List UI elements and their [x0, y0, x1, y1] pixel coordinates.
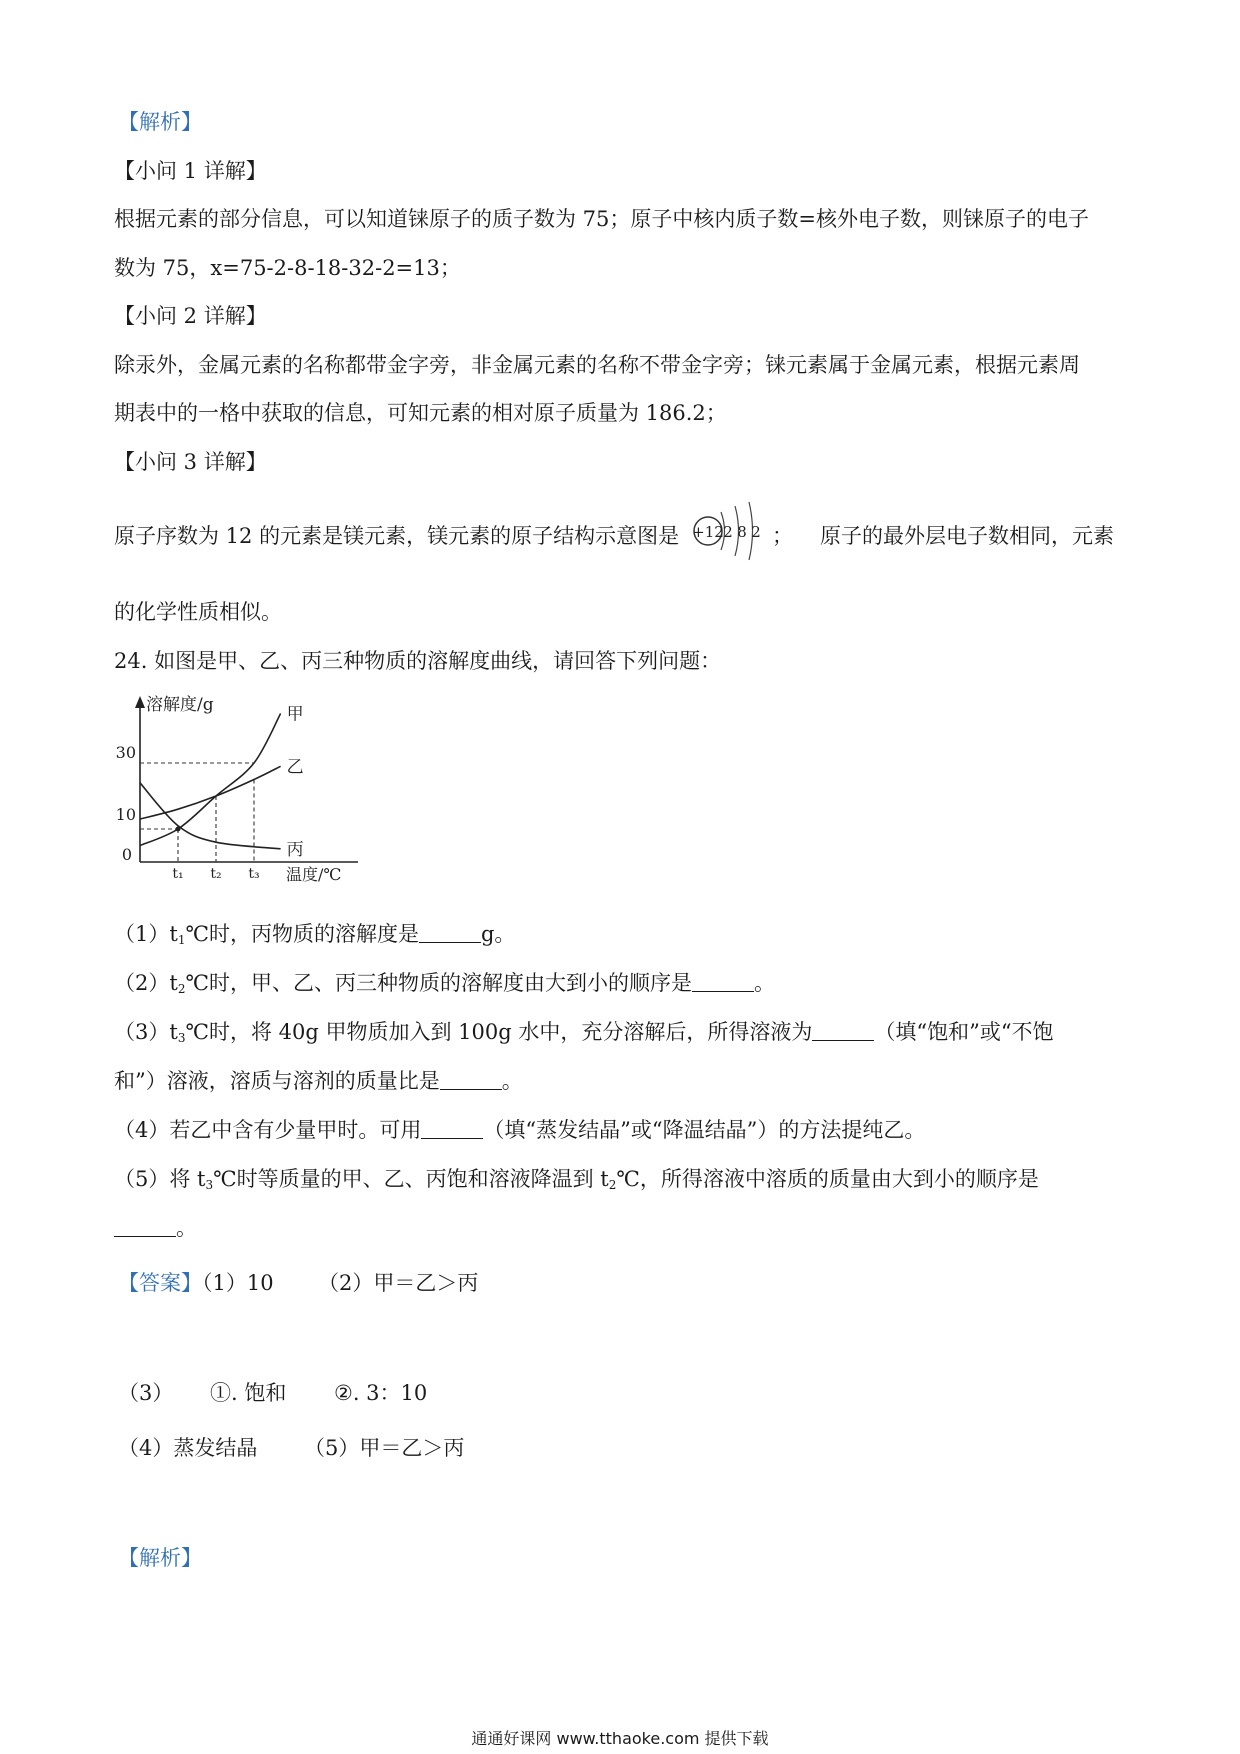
answer-row-1: 【答案】（1）10: [118, 1271, 274, 1295]
q2-line-2: 期表中的一格中获取的信息，可知元素的相对原子质量为 186.2；: [114, 401, 727, 425]
q2-heading: 【小问 2 详解】: [114, 304, 267, 328]
answer-3a: ①. 饱和: [210, 1381, 287, 1405]
shell-electrons-1: 2: [723, 523, 733, 541]
sub-question-3: $(3)t_3℃$时，将 40g 甲物质加入到 100g 水中，充分溶解后，所得溶液为 （填“饱和”或“不饱: [114, 1020, 1054, 1045]
answer-2: （2）甲＝乙＞丙: [318, 1271, 479, 1295]
x-tick-t2: t₂: [210, 866, 222, 882]
series-curve-0: [140, 714, 281, 846]
intersection-point: [176, 827, 181, 832]
q2-line-1: 除汞外，金属元素的名称都带金字旁，非金属元素的名称不带金字旁；铼元素属于金属元素，根据元素周: [114, 353, 1080, 377]
answer-blank: [692, 970, 754, 992]
answer-label: 【答案】: [118, 1271, 202, 1295]
answer-blank: [812, 1019, 874, 1041]
footer: 通通好课网 www.tthaoke.com 提供下载: [471, 1729, 769, 1748]
sub-question-2: $(2)t_2℃$时，甲、乙、丙三种物质的溶解度由大到小的顺序是 。: [114, 971, 775, 996]
y-tick-10: 10: [115, 805, 136, 824]
y-tick-0: 0: [121, 845, 132, 864]
series-label-yi: 乙: [286, 757, 304, 778]
sub-question-3-cont: 和”）溶液，溶质与溶剂的质量比是 。: [114, 1069, 523, 1093]
q3-line-1b: ；: [772, 524, 793, 548]
sub-question-1: $(1)t_1℃$时，丙物质的溶解度是 g。: [114, 922, 516, 947]
mg-atom-diagram: [690, 490, 770, 565]
y-axis-label: 溶解度/g: [146, 695, 214, 715]
q3-line-1c: 原子的最外层电子数相同，元素: [820, 524, 1114, 548]
answer-blank: [419, 921, 481, 943]
analysis-label-2: 【解析】: [118, 1546, 202, 1570]
q1-heading: 【小问 1 详解】: [114, 159, 267, 183]
sub-question-5: （5）将 $t_3℃$时等质量的甲、乙、丙饱和溶液降温到 $t_2℃$，所得溶液中溶质的质量由大到小的顺序是: [114, 1167, 1039, 1192]
q1-line-2: 数为 75，x=75-2-8-18-32-2=13；: [114, 256, 461, 280]
y-tick-30: 30: [115, 743, 136, 762]
q24-title: 24. 如图是甲、乙、丙三种物质的溶解度曲线，请回答下列问题：: [114, 649, 722, 673]
x-tick-t1: t₁: [172, 866, 184, 882]
nucleus-charge: +12: [692, 523, 724, 541]
q3-line-2: 的化学性质相似。: [114, 600, 282, 624]
y-axis-arrow-icon: [135, 696, 145, 708]
shell-electrons-3: 2: [751, 523, 761, 541]
shell-electrons-2: 8: [737, 523, 747, 541]
series-curve-1: [140, 766, 281, 819]
q1-line-1: 根据元素的部分信息，可以知道铼原子的质子数为 75；原子中核内质子数=核外电子数，则铼原子的电子: [114, 207, 1089, 231]
answer-3-num: （3）: [118, 1381, 174, 1405]
sub-question-5-cont: 。: [114, 1212, 197, 1242]
q3-heading: 【小问 3 详解】: [114, 450, 267, 474]
q3-line-1a: 原子序数为 12 的元素是镁元素，镁元素的原子结构示意图是: [114, 524, 680, 548]
series-label-jia: 甲: [286, 704, 304, 725]
series-label-bing: 丙: [286, 839, 304, 860]
answer-blank: [114, 1215, 176, 1237]
series-curve-2: [140, 783, 281, 849]
answer-blank: [421, 1117, 483, 1139]
sub-question-4: （4）若乙中含有少量甲时。可用 （填“蒸发结晶”或“降温结晶”）的方法提纯乙。: [114, 1118, 926, 1142]
solubility-chart: [108, 690, 368, 895]
x-axis-label: 温度/℃: [286, 865, 342, 884]
answer-3b: ②. 3：10: [334, 1381, 428, 1405]
answer-blank: [440, 1068, 502, 1090]
answer-5: （5）甲＝乙＞丙: [304, 1436, 465, 1460]
answer-4: （4）蒸发结晶: [118, 1436, 258, 1460]
x-tick-t3: t₃: [248, 866, 260, 882]
analysis-label: 【解析】: [118, 110, 202, 134]
